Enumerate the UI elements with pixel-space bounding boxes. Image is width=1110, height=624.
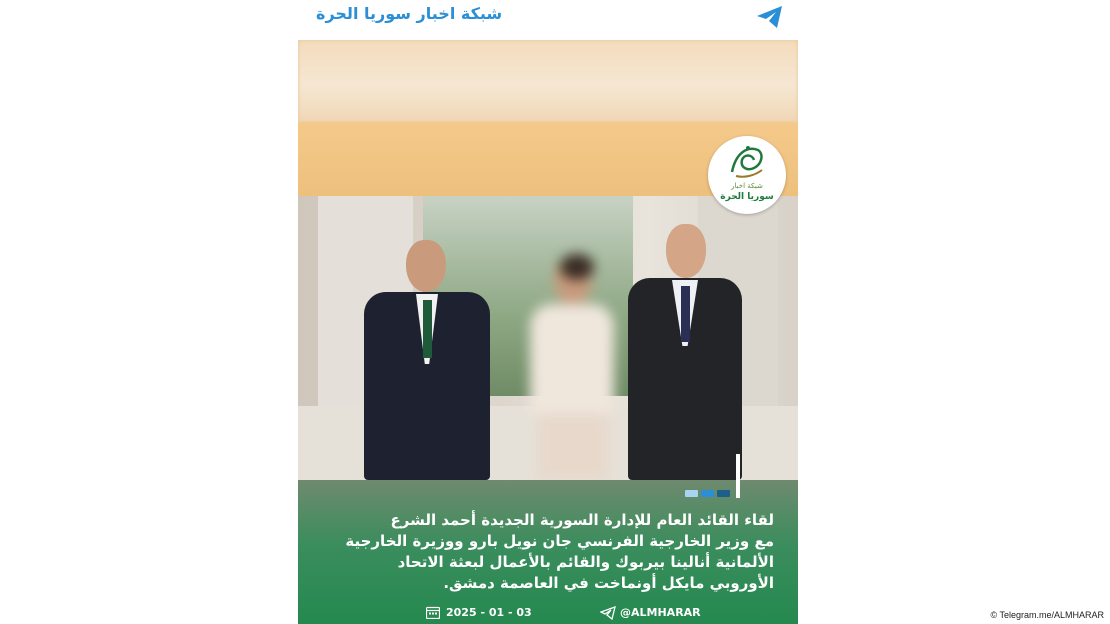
blurred-banner bbox=[298, 40, 798, 122]
image-credit: © Telegram.me/ALMHARAR bbox=[990, 610, 1104, 620]
person-center-blurred bbox=[530, 258, 616, 480]
channel-logo bbox=[708, 136, 786, 214]
telegram-icon bbox=[756, 5, 784, 29]
person-left bbox=[364, 240, 494, 480]
post-image bbox=[298, 40, 798, 624]
caption-panel bbox=[298, 480, 798, 624]
caption-line-2: مع وزير الخارجية الفرنسي جان نويل بارو ووزيرة الخارجية bbox=[345, 532, 774, 550]
channel-header bbox=[298, 0, 798, 40]
meeting-photo bbox=[298, 196, 798, 480]
caption-line-1: لقاء القائد العام للإدارة السورية الجديدة أحمد الشرع bbox=[390, 511, 774, 529]
caption-line-4: الأوروبي مايكل أونماخت في العاصمة دمشق. bbox=[443, 574, 774, 592]
channel-title: شبكة اخبار سوريا الحرة bbox=[316, 4, 503, 23]
calligraphy-logo-icon bbox=[728, 142, 766, 182]
post-caption bbox=[334, 510, 774, 594]
calendar-icon bbox=[426, 606, 440, 619]
person-right bbox=[628, 224, 744, 480]
telegram-send-icon bbox=[600, 606, 616, 620]
logo-text-top: شبكة اخبار bbox=[731, 182, 763, 190]
post-footer bbox=[298, 604, 798, 624]
caption-line-3: الألمانية أنالينا بيربوك والقائم بالأعمال لبعثة الاتحاد bbox=[397, 553, 774, 571]
decorative-bar bbox=[736, 454, 740, 498]
channel-handle[interactable]: @ALMHARAR bbox=[620, 606, 701, 619]
post-date: 2025 - 01 - 03 bbox=[446, 606, 532, 619]
logo-text-bottom: سوريا الحرة bbox=[720, 192, 774, 202]
